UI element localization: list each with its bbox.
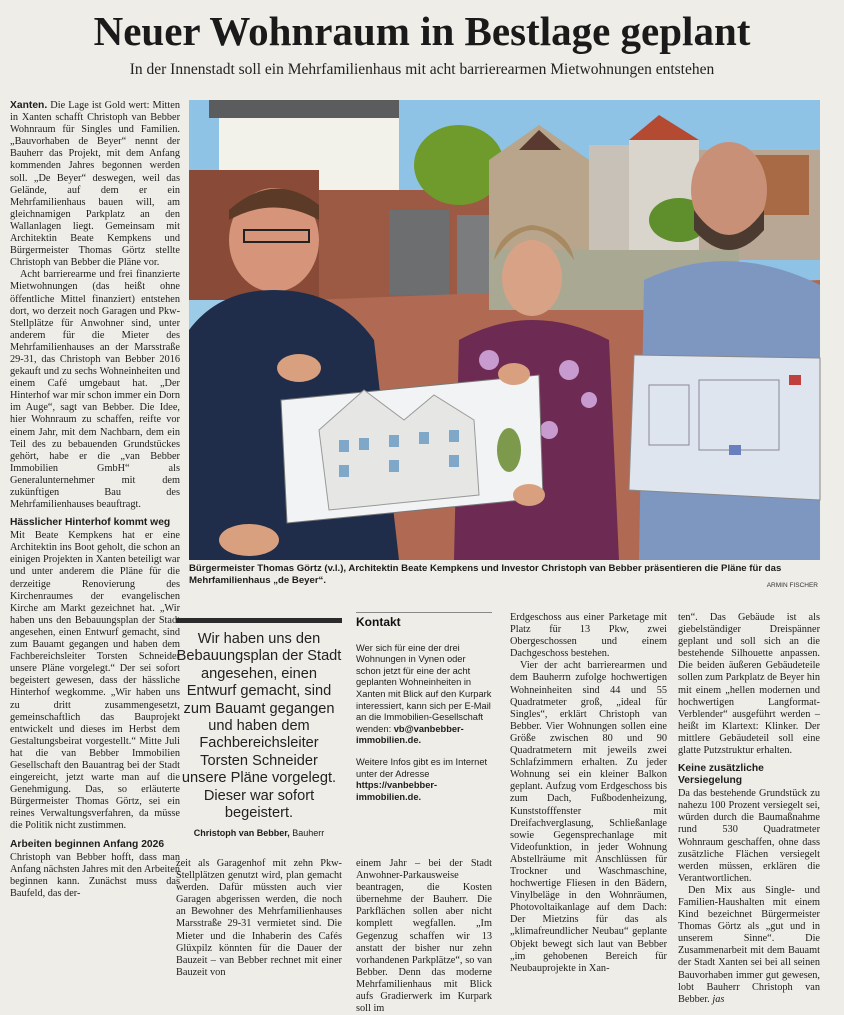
- photo-credit: ARMIN FISCHER: [766, 582, 818, 589]
- paragraph-text: Den Mix aus Single- und Familien-Haushalten mit einem Kind bezeichnet Bürgermeister Thomas Görtz als „gut und in unserem Sinne“. Die Zusammenarbeit mit dem Bauamt der Stadt Xanten sei bei all seinen Bauvorhaben immer gut gewesen, lobt Bauherr Christoph van Bebber.: [678, 884, 820, 1005]
- quote-author-role: Bauherr: [292, 828, 325, 839]
- subheading: Hässlicher Hinterhof kommt weg: [10, 517, 171, 529]
- paragraph: Vier der acht barrierearmen und dem Bauherrn zufolge hochwertigen Wohneinheiten sind 44 und 55 Quadratmeter groß, „ideal für Singles“, erklärt Christoph van Bebber. Vier Wohnungen sollen eine Größe zwischen 80 und 90 Quadratmetern mit jeweils zwei Schlafzimmern erhalten. Zu jeder Wohnung sei ein kleiner Balkon geplant. Aufzug vom Erdgeschoss bis zum Dach, Fußbodenheizung, Kunststofffenster mit Dreifachverglasung, Schließanlage sowie Gegensprechanlage mit Videofunktion, in jeder Wohnung Abstellräume mit Anschlüssen für Trockner und Waschmaschine, hochwertige Fliesen in den Bädern, Vinylbeläge in den Wohnräumen, Photovoltaikanlage auf dem Dach: Der Mietzins für das als „klimafreundlicher Neubau“ geplante Objekt bewegt sich laut van Bebber „im gehobenen Bereich für Neubauprojekte in Xan-: [510, 660, 667, 974]
- subheading: Arbeiten beginnen Anfang 2026: [10, 838, 165, 850]
- paragraph-text: Die Lage ist Gold wert: Mitten in Xanten schafft Christoph van Bebber Wohnraum für Singles und Familien. „Bauvorhaben de Beyer“ nennt der Bauherr das Projekt, mit dem Anfang kommenden Jahres begonnen werden soll. „De Beyer“ deswegen, weil das Gelände, auf dem er ein Mehrfamilienhaus bauen will, am gleichnamigen Parkplatz an den Wallanlagen liegt. Gemeinsam mit Architektin Beate Kempkens und Bürgermeister Thomas Görtz stellte Christoph van Bebber die Pläne vor.: [10, 100, 180, 269]
- contact-box: [356, 612, 492, 841]
- paragraph: Erdgeschoss aus einer Parketage mit Platz für 13 Pkw, zwei Obergeschossen und einem Dachgeschoss bestehen.: [510, 612, 667, 660]
- column-5: [678, 612, 820, 1005]
- contact-web: [356, 757, 492, 803]
- contact-email[interactable]: vb@vanbebber-immobilien.de.: [356, 723, 464, 746]
- photo-illustration: [189, 100, 820, 560]
- photo-caption: Bürgermeister Thomas Görtz (v.l.), Architektin Beate Kempkens und Investor Christoph van Bebber präsentieren die Pläne für das Mehrfamilienhaus „de Beyer“.: [189, 563, 782, 586]
- quote-author-name: Christoph van Bebber,: [193, 828, 290, 839]
- article-photo: [189, 100, 820, 560]
- paragraph: Mit Beate Kempkens hat er eine Architektin ins Boot geholt, die schon an einigen Projekten in Xanten beteiligt war und unter anderem die Pläne für die derzeitige Renovierung des Kirchenraumes der evangelischen Kirche am Markt gezeichnet hat. „Wir haben uns den Bebauungsplan der Stadt angesehen, einen Entwurf gemacht, sind zum Bauamt gegangen und haben dem Fachbereichsleiter Torsten Schneider unsere Pläne vorgelegt.“ Der sei sofort begeistert gewesen, dass der hässliche Hinterhof wegkomme. „Wir haben uns zu dritt zusammengesetzt, gemeinschaftlich das Bauprojekt entwickelt und dieses im Herbst dem Gestaltungsbeirat vorgestellt.“ Mitte Juli hat die van Bebber Immobilien Gesellschaft den Bauantrag bei der Stadt eingereicht, jetzt warte man auf die Genehmigung. Das, so erläuterte Bürgermeister Thomas Görtz, sei ein reines Verwaltungsverfahren, da müsse die Politik nicht zustimmen.: [10, 530, 180, 832]
- quote-text: Wir haben uns den Bebauungsplan der Stadt angesehen, einen Entwurf gemacht, sind zum Bauamt gegangen und haben dem Fachbereichsleiter Torsten Schneider unsere Pläne vorgelegt. Dieser war sofort begeistert.: [176, 631, 342, 822]
- column-4: [510, 612, 667, 993]
- subheadline: In der Innenstadt soll ein Mehrfamilienhaus mit acht barrierearmen Mietwohnungen entstehen: [129, 61, 715, 78]
- contact-web-text: Weitere Infos gibt es im Internet unter der Adresse: [356, 756, 488, 779]
- subheading: Keine zusätzliche Versiegelung: [678, 763, 764, 787]
- column-3: [356, 858, 492, 1015]
- headline: Neuer Wohnraum in Bestlage geplant: [93, 8, 751, 54]
- paragraph: Acht barrierearme und frei finanzierte Mietwohnungen (das heißt ohne öffentliche Mittel finanziert) entstehen dort, wo derzeit noch Garagen und Pkw-Stellplätze für Anwohner sind, unter anderem für die Mieter des Mehrfamilienhauses an der Marsstraße 29-31, das Christoph van Bebber 2016 gekauft und zu sechs Wohneinheiten und einem Café umgebaut hat. „Der Hinterhof war mir schon immer ein Dorn im Auge“, sagt van Bebber. Die Idee, hier Wohnraum zu schaffen, reifte vor einem Jahr, mit dem Nachbarn, dem ein Teil des zu bebauenden Grundstückes gehört, habe er die „van Bebber Immobilien GmbH“ als Generalunternehmer mit dem zukünftigen Bau des Mehrfamilienhauses beauftragt.: [10, 269, 180, 511]
- paragraph: einem Jahr – bei der Stadt Anwohner-Parkausweise beantragen, die Kosten übernehme der Bauherr. Die Parkflächen sollen aber nicht komplett wegfallen. „Im Gegenzug schaffen wir 13 anstatt der bisher nur zehn vorhandenen Parkplätze“, so van Bebber. Denn das moderne Mehrfamilienhaus mit Blick aufs Gradierwerk im Kurpark soll im: [356, 858, 492, 1015]
- paragraph: ten“. Das Gebäude ist als giebelständiger Dreispänner geplant und soll sich an die bestehende Silhouette anpassen. Die beiden äußeren Gebäudeteile sollen zum Parkplatz de Beyer hin mit einem „hellen modernen und hochwertigen Langformat-Verblender“ ausgeführt werden – heißt im Klartext: Klinker. Der mittlere Gebäudeteil soll eine glatte Putzstruktur erhalten.: [678, 612, 820, 757]
- contact-title: Kontakt: [356, 615, 401, 629]
- column-2: [176, 858, 342, 993]
- paragraph: zeit als Garagenhof mit zehn Pkw-Stellplätzen genutzt wird, plan gemacht werden. Dafür müssten auch vier Garagen abgerissen werden, die noch an Bewohner des Mehrfamilienhauses Marsstraße 29-31 vermietet sind. Die Mieter und die Inhaberin des Cafés Glüxpilz könnten für die Dauer der Bauzeit – van Bebber rechnet mit einer Bauzeit von: [176, 858, 342, 978]
- paragraph: [10, 100, 180, 269]
- contact-intro: Wer sich für eine der drei Wohnungen in Vynen oder schon jetzt für eine der acht geplanten Wohneinheiten in Xanten mit Blick auf den Kurpark interessiert, kann sich per E-Mail an die Immobilien-Gesellschaft wenden:: [356, 642, 492, 734]
- quote-author: [176, 828, 342, 838]
- dateline: Xanten.: [10, 100, 48, 111]
- contact-url[interactable]: https://vanbebber-immobilien.de.: [356, 780, 438, 802]
- contact-text: [356, 643, 492, 747]
- paragraph: [678, 885, 820, 1006]
- column-1: [10, 100, 180, 993]
- author-initials: jas: [712, 993, 725, 1005]
- pull-quote: [176, 618, 342, 845]
- paragraph: Christoph van Bebber hofft, dass man Anfang nächsten Jahres mit den Arbeiten beginnen kann. Zunächst muss das Baufeld, das der-: [10, 851, 180, 899]
- paragraph: Da das bestehende Grundstück zu nahezu 100 Prozent versiegelt sei, würden durch die Baumaßnahme rund 530 Quadratmeter Wohnraum geschaffen, ohne dass zusätzliche Flächen versiegelt werden müssen, erklären die Verantwortlichen.: [678, 788, 820, 884]
